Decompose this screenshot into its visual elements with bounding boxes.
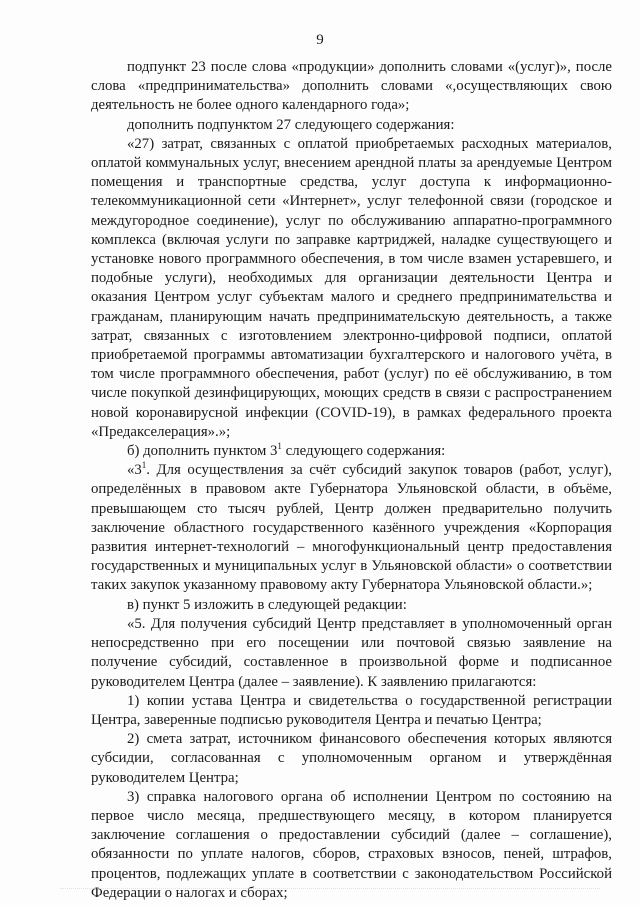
paragraph: 3) справка налогового органа об исполнении Центром по состоянию на первое число месяца, предшествующего месяцу, в котором планируется заключение соглашения о предоставлении субсидий (далее – соглашение), обязанности по уплате налогов, сборов, страховых взносов, пеней, штрафов, процентов, подлежащих уплате в соответствии с законодательством Российской Федерации о налогах и сборах; (91, 788, 612, 901)
paragraph: подпункт 23 после слова «продукции» дополнить словами «(услуг)», после слова «предпринимательства» дополнить словами «,осуществляющих свою деятельность не более одного календарного года»; (91, 59, 612, 114)
text-run: б) дополнить пунктом 3 (127, 443, 278, 460)
page-number: 9 (316, 32, 324, 48)
paragraph: 2) смета затрат, источником финансового обеспечения которых являются субсидии, согласованная с уполномоченным органом и утверждённая руководителем Центра; (91, 731, 612, 786)
scan-artifact (60, 888, 600, 893)
paragraph: дополнить подпунктом 27 следующего содержания: (127, 116, 455, 133)
superscript: 1 (277, 441, 282, 452)
paragraph: «27) затрат, связанных с оплатой приобретаемых расходных материалов, оплатой коммунальных услуг, внесением арендной платы за арендуемые Центром помещения и транспортные средства, услуг доступа к информационно-телекоммуникационной сети «Интернет», услуг телефонной связи (городское и междугородное соединение), услуг по обслуживанию аппаратно-программного комплекса (включая услуги по заправке картриджей, наладке существующего и установке нового программного обеспечения, в том числе взамен устаревшего, и подобные услуги), необходимых для организации деятельности Центра и оказания Центром услуг субъектам малого и среднего предпринимательства и гражданам, планирующим начать предпринимательскую деятельность, а также затрат, связанных с изготовлением электронно-цифровой подписи, оплатой приобретаемой программы автоматизации бухгалтерского и налогового учёта, в том числе программного обеспечения, работ (услуг) по её обслуживанию, в том числе покупкой дезинфицирующих, моющих средств в связи с распространением новой коронавирусной инфекции (COVID-19), в рамках федерального проекта «Предакселерация».»; (91, 135, 612, 440)
text-run: «3 (127, 462, 142, 479)
paragraph-item-b (91, 442, 612, 461)
paragraph: в) пункт 5 изложить в следующей редакции: (127, 596, 407, 613)
paragraph: 1) копии устава Центра и свидетельства о государственной регистрации Центра, заверенные подписью руководителя Центра и печатью Центра; (91, 692, 612, 728)
paragraph: «5. Для получения субсидий Центр представляет в уполномоченный орган непосредственно при его посещении или почтовой связью заявление на получение субсидий, составленное в произвольной форме и подписанное руководителем Центра (далее – заявление). К заявлению прилагаются: (91, 615, 612, 690)
superscript: 1 (141, 460, 147, 471)
paragraph-point-3-1 (91, 461, 612, 595)
document-body (91, 58, 612, 903)
text-run: следующего содержания: (281, 443, 446, 460)
text-run: . Для осуществления за счёт субсидий закупок товаров (работ, услуг), определённых в правовом акте Губернатора Ульяновской области, в объёме, превышающем сто тысяч рублей, Центр должен предварительно получить заключение областного государственного казённого учреждения «Корпорация развития интернет-технологий – многофункциональный центр предоставления государственных и муниципальных услуг в Ульяновской области» о соответствии таких закупок указанному правовому акту Губернатора Ульяновской области.»; (91, 462, 612, 594)
